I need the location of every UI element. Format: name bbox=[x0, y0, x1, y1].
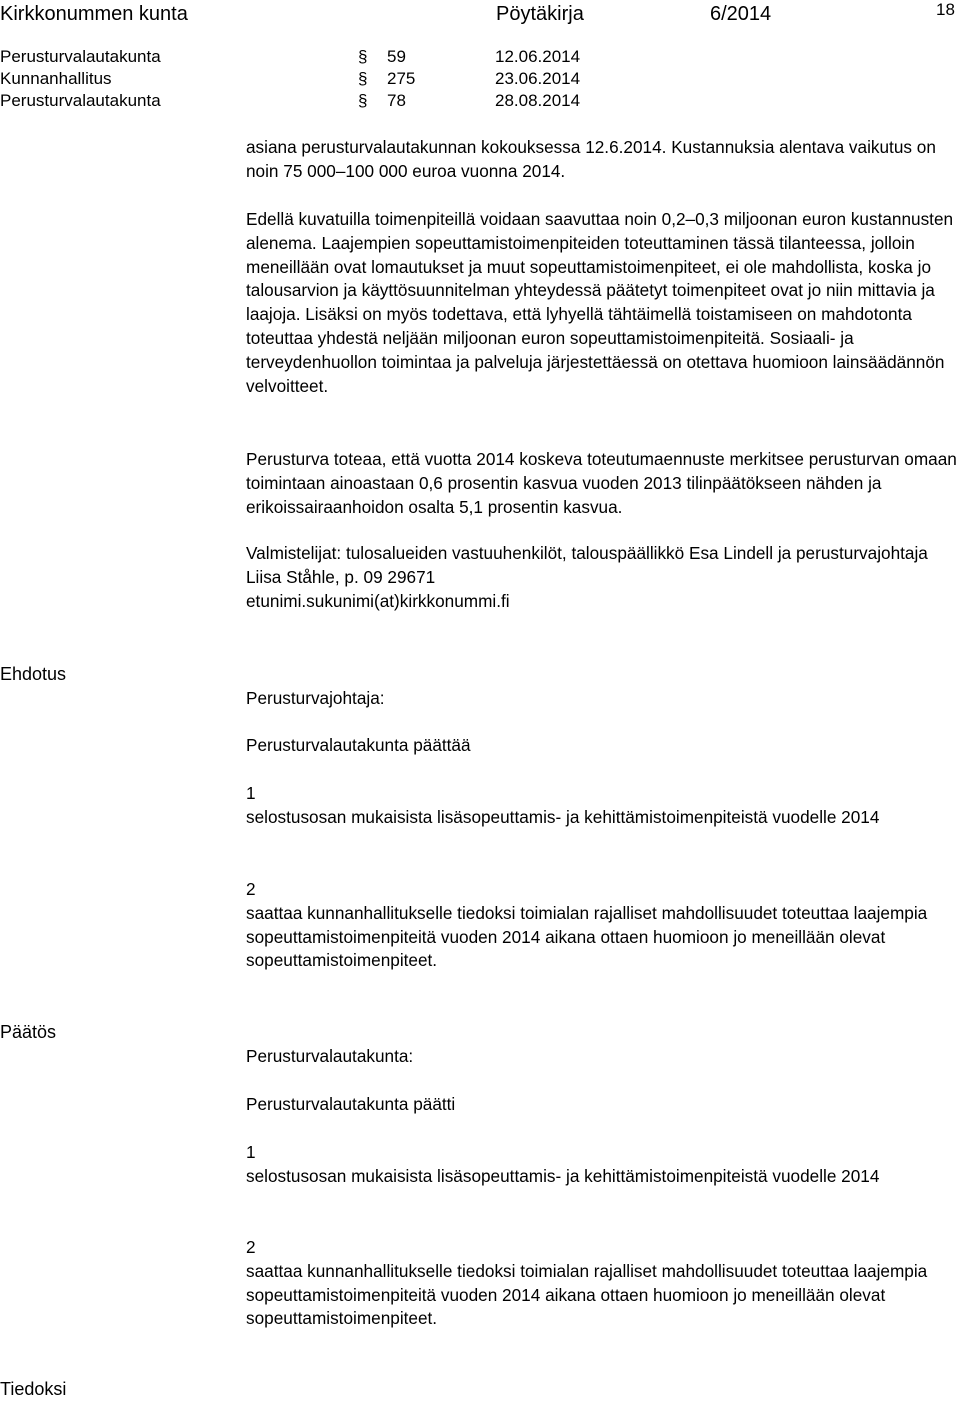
paatos-item-1 bbox=[246, 1141, 958, 1189]
item-text: selostusosan mukaisista lisäsopeuttamis- ja kehittämistoimenpiteistä vuodelle 2014 bbox=[246, 1165, 880, 1186]
page-number: 18 bbox=[936, 0, 955, 19]
body-paragraph-3: Perusturva toteaa, että vuotta 2014 koskeva toteutumaennuste merkitsee perusturvan omaan toimintaan ainoastaan 0,6 prosentin kasvua vuoden 2013 tilinpäätökseen nähden ja erikoissairaanhoidon osalta 5,1 prosentin kasvua. bbox=[246, 449, 957, 517]
section-label-tiedoksi: Tiedoksi bbox=[0, 1379, 67, 1399]
ehdotus-item-1 bbox=[246, 782, 958, 830]
section-sign: § bbox=[358, 69, 368, 88]
meta-date: 23.06.2014 bbox=[495, 69, 581, 88]
body-paragraph-2: Edellä kuvatuilla toimenpiteillä voidaan saavuttaa noin 0,2–0,3 miljoonan euron kustannusten alenema. Laajempien sopeuttamistoimenpiteiden toteuttaminen tässä tilanteessa, jolloin meneillään ovat lomautukset ja muut sopeuttamistoimenpiteet, ei ole mahdollista, koska jo talousarvion ja käyttösuunnitelman yhteydessä päätetyt toimenpiteet ovat jo niin mittavia ja laajoja. Lisäksi on myös todettava, että lyhyellä tähtäimellä toistamiseen on mahdotonta toteuttaa yhdestä neljään miljoonan euron sopeuttamistoimenpiteitä. Sosiaali- ja terveydenhuollon toimintaa ja palveluja järjestettäessä on otettava huomioon lainsäädännön velvoitteet. bbox=[246, 209, 954, 396]
paatos-intro: Perusturvalautakunta päätti bbox=[246, 1094, 456, 1114]
item-number: 1 bbox=[246, 783, 256, 803]
paatos-presenter: Perusturvalautakunta: bbox=[246, 1046, 414, 1066]
item-number: 2 bbox=[246, 1237, 256, 1257]
meta-org: Perusturvalautakunta bbox=[0, 91, 161, 110]
municipality-name: Kirkkonummen kunta bbox=[0, 3, 188, 25]
paatos-item-2 bbox=[246, 1236, 958, 1331]
document-number: 6/2014 bbox=[710, 3, 772, 25]
meta-row bbox=[0, 46, 960, 68]
ehdotus-item-2 bbox=[246, 878, 958, 973]
meta-org: Kunnanhallitus bbox=[0, 69, 112, 88]
preparers: Valmistelijat: tulosalueiden vastuuhenkilöt, talouspäällikkö Esa Lindell ja perusturvajohtaja Liisa Ståhle, p. 09 29671 etunimi.sukunimi(at)kirkkonummi.fi bbox=[246, 542, 958, 613]
ehdotus-presenter: Perusturvajohtaja: bbox=[246, 688, 385, 708]
section-sign: § bbox=[358, 91, 368, 110]
contact-email: etunimi.sukunimi(at)kirkkonummi.fi bbox=[246, 590, 510, 611]
meta-row bbox=[0, 90, 960, 112]
section-sign: § bbox=[358, 47, 368, 66]
item-number: 2 bbox=[246, 879, 256, 899]
ehdotus-intro: Perusturvalautakunta päättää bbox=[246, 735, 471, 755]
meta-date: 28.08.2014 bbox=[495, 91, 581, 110]
item-text: saattaa kunnanhallitukselle tiedoksi toimialan rajalliset mahdollisuudet toteuttaa laajempia sopeuttamistoimenpiteitä vuoden 2014 aikana ottaen huomioon jo meneillään olevat sopeuttamistoimenpiteet. bbox=[246, 1260, 928, 1329]
meta-date: 12.06.2014 bbox=[495, 47, 581, 66]
section-label-ehdotus: Ehdotus bbox=[0, 664, 67, 684]
body-paragraph-1: asiana perusturvalautakunnan kokouksessa 12.6.2014. Kustannuksia alentava vaikutus on noin 75 000–100 000 euroa vuonna 2014. bbox=[246, 137, 936, 181]
item-text: saattaa kunnanhallitukselle tiedoksi toimialan rajalliset mahdollisuudet toteuttaa laajempia sopeuttamistoimenpiteitä vuoden 2014 aikana ottaen huomioon jo meneillään olevat sopeuttamistoimenpiteet. bbox=[246, 902, 928, 971]
meta-number: 59 bbox=[387, 47, 406, 66]
meta-row bbox=[0, 68, 960, 90]
meta-number: 275 bbox=[387, 69, 416, 88]
item-text: selostusosan mukaisista lisäsopeuttamis- ja kehittämistoimenpiteistä vuodelle 2014 bbox=[246, 806, 880, 827]
item-number: 1 bbox=[246, 1142, 256, 1162]
section-label-paatos: Päätös bbox=[0, 1022, 57, 1042]
meta-number: 78 bbox=[387, 91, 406, 110]
document-type: Pöytäkirja bbox=[496, 3, 584, 25]
meta-org: Perusturvalautakunta bbox=[0, 47, 161, 66]
